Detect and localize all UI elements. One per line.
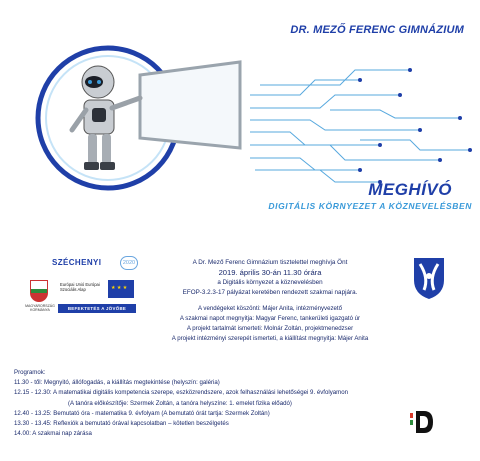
invitation-title: MEGHÍVÓ: [368, 180, 452, 199]
school-logo-icon: [412, 256, 446, 300]
szechenyi-logo: SZÉCHENYI: [52, 258, 102, 267]
program-item: 13.30 - 13.45: Reflexiók a bemutató órával kapcsolatban – kötetlen beszélgetés: [14, 420, 229, 428]
ministry-label: MAGYARORSZÁG KORMÁNYA: [25, 304, 55, 312]
program-heading: Programok:: [14, 369, 46, 376]
program-item: 12.40 - 13.25: Bemutató óra - matematika 9. évfolyam (A bemutató órát tartja: Szermek Zoltán): [14, 409, 270, 417]
program-item: (A tanóra előkészítője: Szermek Zoltán, a tanóra helyszíne: 1. emelet fizika előadó): [68, 399, 292, 407]
event-subtitle: DIGITÁLIS KÖRNYEZET A KÖZNEVELÉSBEN: [268, 201, 472, 211]
digital-d-logo-icon: [410, 409, 434, 435]
szechenyi-year: 2020: [120, 256, 138, 270]
program-item: 11.30 - től: Megnyitó, állófogadás, a kiállítás megtekintése (helyszín: galéria): [14, 379, 220, 387]
invitation-line-3: a Digitális környezet a köznevelésben: [217, 279, 323, 286]
speaker-line: A projekt tartalmát ismerteti: Molnár Zoltán, projektmenedzser: [186, 325, 354, 332]
eu-fund-text: Európai Unió Európai Szociális Alap: [60, 282, 100, 292]
event-date: 2019. április 30-án 11.30 órára: [218, 268, 322, 277]
speaker-line: A vendégeket köszönti: Májer Anita, intézményvezető: [198, 305, 342, 312]
header-banner: [0, 0, 480, 228]
speaker-line: A projekt intézményi szerepét ismerteti, a kiállítást megnyitja: Májer Anita: [171, 335, 369, 342]
program-list: [14, 368, 454, 439]
speaker-line: A szakmai napot megnyitja: Magyar Ferenc, tankerületi igazgató úr: [179, 315, 361, 322]
school-name: DR. MEZŐ FERENC GIMNÁZIUM: [290, 24, 464, 36]
speaker-list: [140, 304, 400, 344]
invitation-line-1: A Dr. Mező Ferenc Gimnázium tisztelettel meghívja Önt: [192, 259, 348, 266]
invitation-line-4: EFOP-3.2.3-17 pályázat keretében rendezett szakmai napjára.: [182, 289, 358, 296]
program-item: 14.00: A szakmai nap zárása: [14, 430, 92, 438]
eu-banner: BEFEKTETÉS A JÖVŐBE: [58, 304, 136, 313]
eu-flag-icon: [108, 280, 134, 298]
funding-logos: [22, 258, 142, 328]
hungary-crest-icon: [30, 280, 48, 302]
program-item: 12.15 - 12.30: A matematikai digitális kompetencia szerepe, eszközrendszere, azok felhasználási lehetőségei 9. évfolyamon: [14, 389, 348, 397]
invitation-text: [140, 258, 400, 298]
